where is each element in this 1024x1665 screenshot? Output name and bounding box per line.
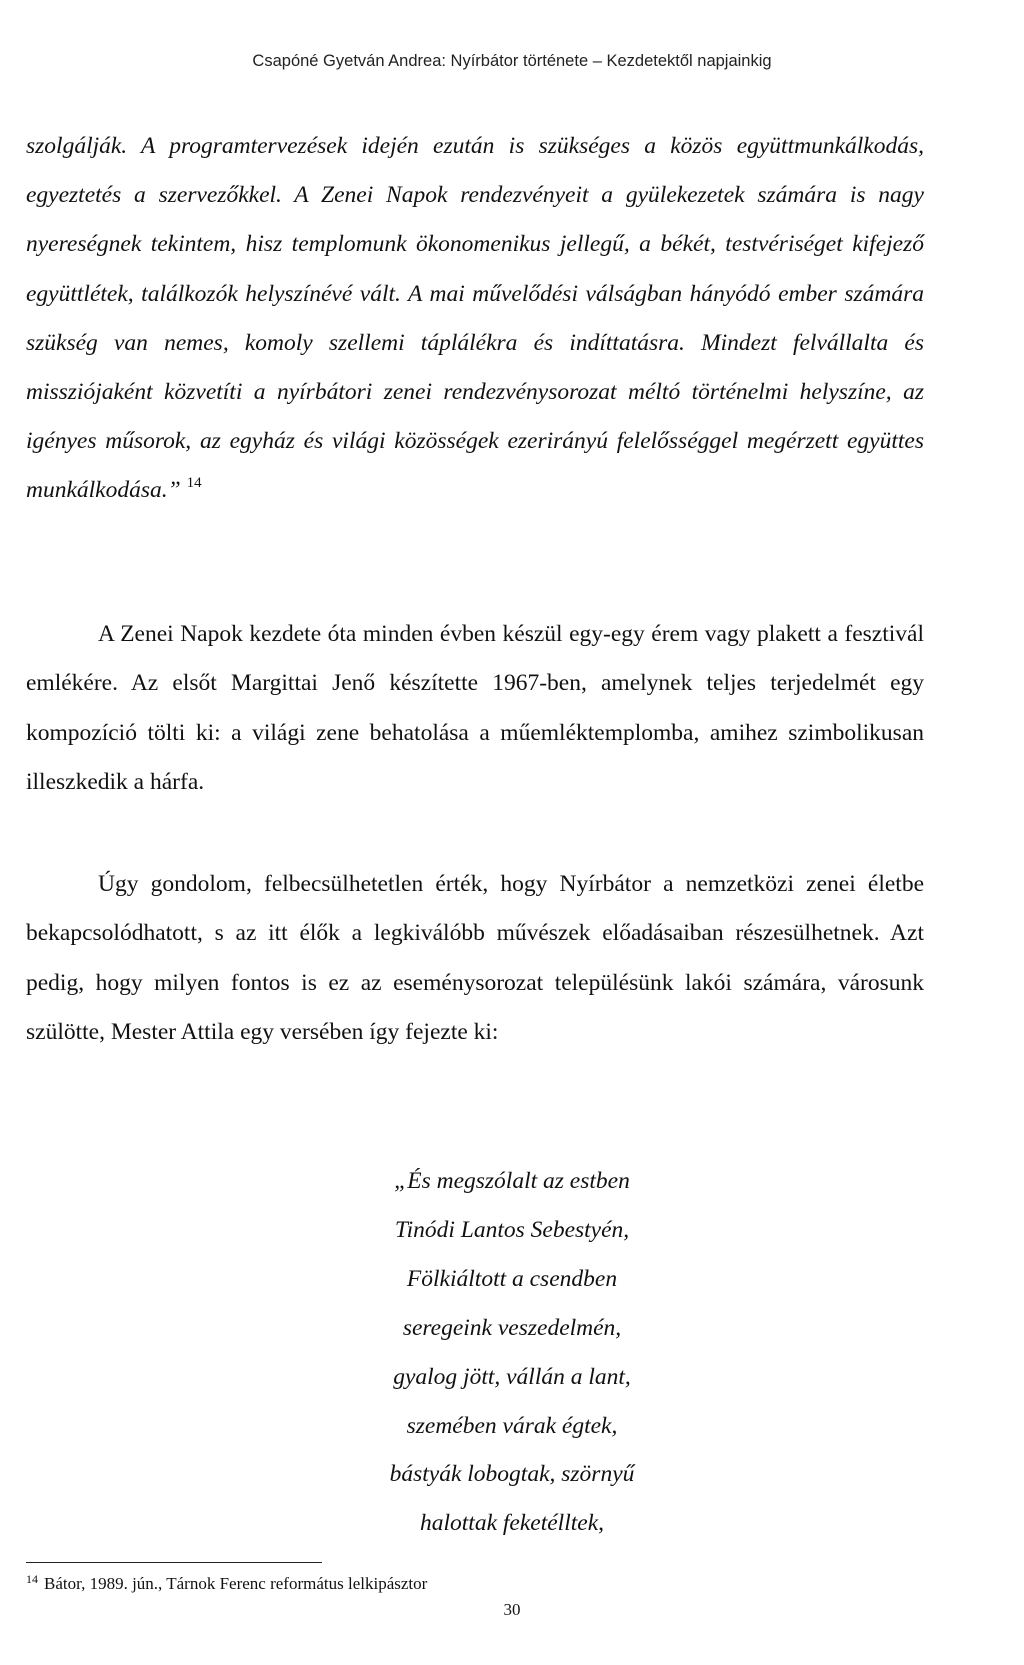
- footnote-text: Bátor, 1989. jún., Tárnok Ferenc református lelkipásztor: [44, 1574, 428, 1593]
- page-number: 30: [503, 1600, 521, 1619]
- footnote-divider: [26, 1562, 322, 1563]
- poem-line: Tinódi Lantos Sebestyén,: [394, 1216, 630, 1243]
- poem-line: Fölkiáltott a csendben: [406, 1265, 618, 1292]
- body-paragraph: A Zenei Napok kezdete óta minden évben készül egy-egy érem vagy plakett a fesztivál emlékére. Az elsőt Margittai Jenő készítette 1967-ben, amelynek teljes terjedelmét egy kompozíció tölti ki: a világi zene behatolása a műemléktemplomba, amihez szimbolikusan illeszkedik a hárfa.: [26, 621, 924, 796]
- poem-line: bástyák lobogtak, szörnyű: [389, 1461, 635, 1488]
- footnote-reference: 14: [186, 475, 202, 492]
- footnote-number: 14: [26, 1572, 38, 1586]
- poem-line: halottak feketélltek,: [420, 1510, 604, 1537]
- quoted-paragraph: [26, 122, 924, 516]
- footnote: [26, 1574, 427, 1594]
- poem-line: seregeink veszedelmén,: [402, 1314, 622, 1341]
- body-paragraph: Úgy gondolom, felbecsülhetetlen érték, hogy Nyírbátor a nemzetközi zenei életbe bekapcsolódhatott, s az itt élők a legkiválóbb művészek előadásaiban részesülhetnek. Azt pedig, hogy milyen fontos is ez az eseménysorozat településünk lakói számára, városunk szülötte, Mester Attila egy versében így fejezte ki:: [26, 871, 924, 1046]
- poem-line: gyalog jött, vállán a lant,: [393, 1363, 631, 1390]
- quoted-paragraph-text: szolgálják. A programtervezések idején ezután is szükséges a közös együttmunkálkodás, egyeztetés a szervezőkkel. A Zenei Napok rendezvényeit a gyülekezetek számára is nagy nyereségnek tekintem, hisz templomunk ökonomenikus jellegű, a békét, testvériséget kifejező együttlétek, találkozók helyszínévé vált. A mai művelődési válságban hányódó ember számára szükség van nemes, komoly szellemi táplálékra és indíttatásra. Mindezt felvállalta és missziójaként közvetíti a nyírbátori zenei rendezvénysorozat méltó történelmi helyszíne, az igényes műsorok, az egyház és világi közösségek ezerirányú felelősséggel megérzett együttes munkálkodása.”: [26, 133, 924, 504]
- poem-line: szemében várak égtek,: [406, 1412, 618, 1439]
- poem-line: „És megszólalt az estben: [394, 1168, 630, 1194]
- poem-excerpt: [0, 1157, 1024, 1548]
- running-header: Csapóné Gyetván Andrea: Nyírbátor története – Kezdetektől napjainkig: [252, 52, 772, 70]
